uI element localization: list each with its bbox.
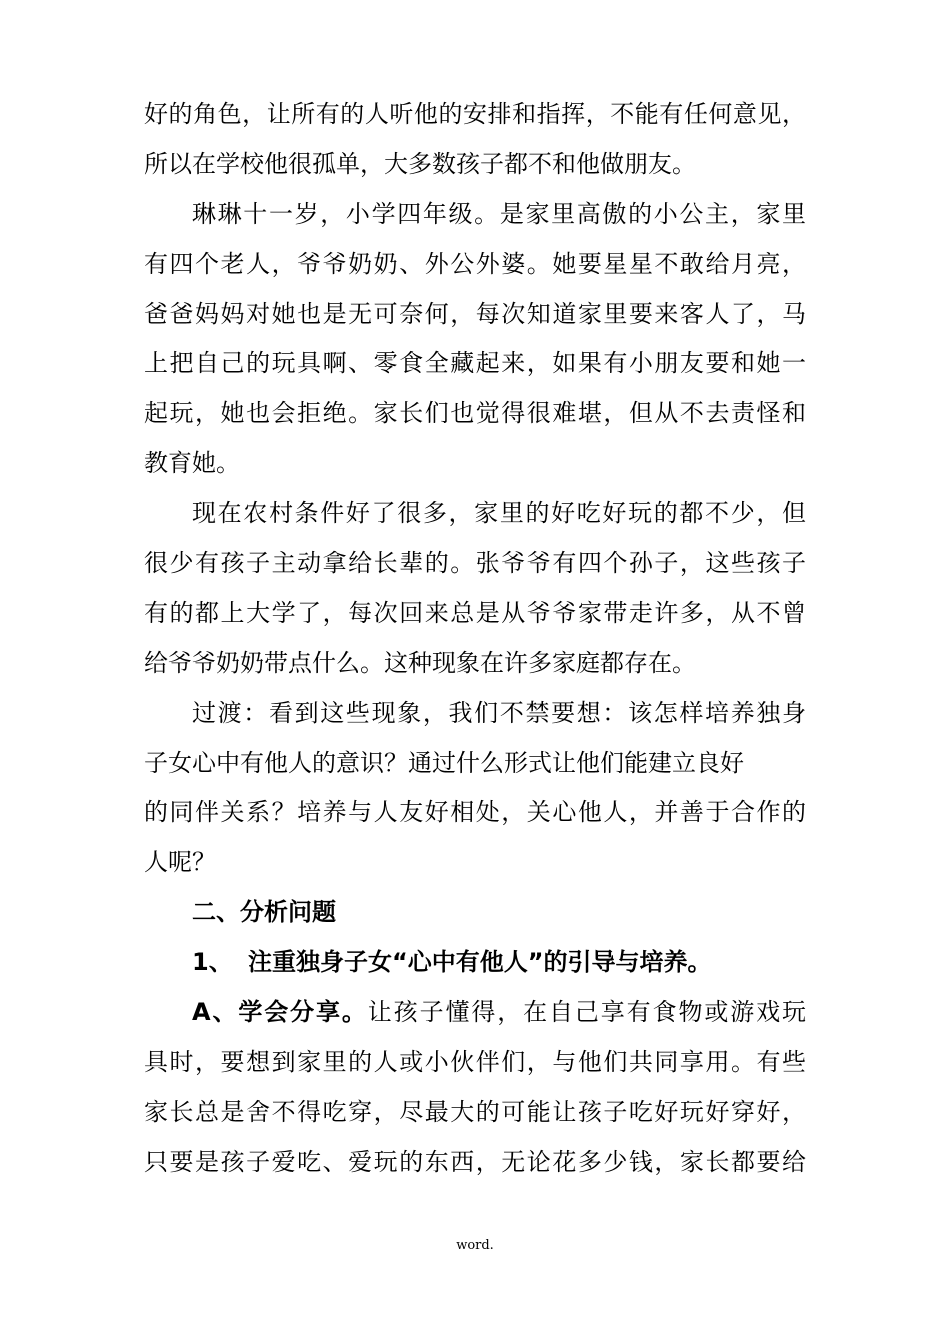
text-line: 现在农村条件好了很多，家里的好吃好玩的都不少，但 [192,499,806,528]
subheading [144,938,806,988]
document-body [144,90,806,1188]
text-line: 具时，要想到家里的人或小伙伴们，与他们共同享用。有些 [144,1047,806,1076]
text-line: 好的角色，让所有的人听他的安排和指挥，不能有任何意见， [144,100,806,128]
text-line: 过渡：看到这些现象，我们不禁要想：该怎样培养独身 [192,698,806,727]
paragraph-a-first-line [144,988,806,1038]
text-line: 琳琳十一岁，小学四年级。是家里高傲的小公主，家里 [192,199,806,228]
paragraph-a-lead: A、学会分享。 [192,998,368,1027]
paragraph-a-text: 让孩子懂得，在自己享有食物或游戏玩 [367,998,807,1027]
text-line: 子女心中有他人的意识？通过什么形式让他们能建立良好 [144,748,744,777]
text-line: 所以在学校他很孤单，大多数孩子都不和他做朋友。 [144,149,696,178]
text-line: 爸爸妈妈对她也是无可奈何，每次知道家里要来客人了，马 [144,299,806,328]
text-line: 给爷爷奶奶带点什么。这种现象在许多家庭都存在。 [144,648,696,677]
text-line: 有的都上大学了，每次回来总是从爷爷家带走许多，从不曾 [144,598,806,627]
text-line: 的同伴关系？培养与人友好相处，关心他人，并善于合作的 [144,798,806,827]
text-line: 起玩，她也会拒绝。家长们也觉得很难堪，但从不去责怪和 [144,399,806,428]
text-line: 上把自己的玩具啊、零食全藏起来，如果有小朋友要和她一 [144,349,806,378]
text-line: 很少有孩子主动拿给长辈的。张爷爷有四个孙子，这些孩子 [144,549,806,578]
section-heading: 二、分析问题 [192,898,336,927]
subheading-text: 注重独身子女“心中有他人”的引导与培养。 [248,948,712,977]
text-line: 只要是孩子爱吃、爱玩的东西，无论花多少钱，家长都要给 [144,1147,806,1176]
subheading-number: 1、 [192,948,233,977]
text-line: 家长总是舍不得吃穿，尽最大的可能让孩子吃好玩好穿好， [144,1097,806,1126]
text-line: 人呢？ [144,848,216,877]
page-footer: word. [456,1238,494,1253]
text-line: 有四个老人，爷爷奶奶、外公外婆。她要星星不敢给月亮， [144,249,806,278]
text-line: 教育她。 [144,449,240,478]
